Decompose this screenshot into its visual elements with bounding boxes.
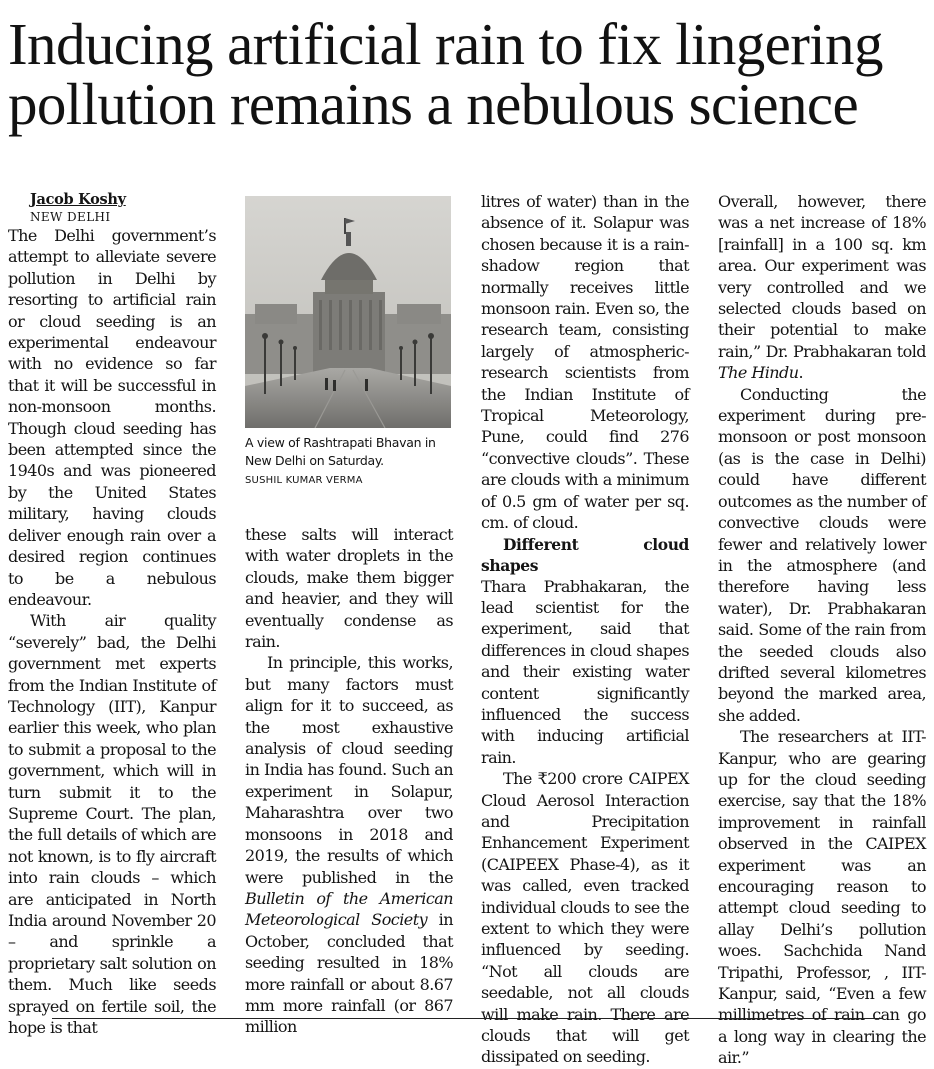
paragraph: The Delhi government’s attempt to alleviate severe pollution in Delhi by resorting to artificial rain or cloud seeding is an experimental endeavour with no evidence so far that it will be successful in non-monsoon months. Though cloud seeding has been attempted since the 1940s and was pioneered by the United States military, having clouds deliver enough rain over a desired region continues to be a nebulous endeavour. (8, 226, 216, 609)
paragraph-text: Overall, however, there was a net increase of 18% [rainfall] in a 100 sq. km area. Our experiment was very controlled and we selected clouds based on their potential to make rain,” Dr. Prabhakaran told (718, 192, 926, 361)
paragraph: these salts will interact with water droplets in the clouds, make them bigger and heavier, and they will eventually condense as rain. (245, 525, 453, 652)
byline-author: Jacob Koshy (30, 191, 126, 208)
bottom-rule (52, 1018, 882, 1019)
byline-dateline: NEW DELHI (30, 210, 111, 224)
photo-caption (245, 434, 459, 490)
paragraph-text: In principle, this works, but many factors must align for it to succeed, as the most exhaustive analysis of cloud seeding in India has found. Such an experiment in Solapur, Maharashtra over two monsoons in 2018 and 2019, the results of which were published in the (245, 653, 453, 887)
column-2 (245, 524, 453, 1038)
paragraph: litres of water) than in the absence of it. Solapur was chosen because it is a rain-shadow region that normally receives little monsoon rain. Even so, the research team, consisting largely of atmospheric-research scientists from the Indian Institute of Tropical Meteorology, Pune, could find 276 “convective clouds”. These are clouds with a minimum of 0.5 gm of water per sq. cm. of cloud. (481, 192, 689, 533)
headline: Inducing artificial rain to fix lingering pollution remains a nebulous science (8, 11, 883, 137)
photo-rashtrapati-bhavan (245, 196, 451, 428)
paragraph: Conducting the experiment during pre-monsoon or post monsoon (as is the case in Delhi) could have different outcomes as the number of convective clouds were fewer and relatively lower in the atmosphere (and therefore having less water), Dr. Prabhakaran said. Some of the rain from the seeded clouds also drifted several kilometres beyond the marked area, she added. (718, 384, 926, 725)
paragraph: The ₹200 crore CAIPEX Cloud Aerosol Interaction and Precipitation Enhancement Experiment (CAIPEEX Phase-4), as it was called, even tracked individual clouds to see the extent to which they were influenced by seeding. “Not all clouds are seedable, not all clouds will make rain. There are clouds that will get dissipated on seeding. (481, 769, 689, 1067)
column-3 (481, 191, 689, 1068)
paragraph: Thara Prabhakaran, the lead scientist for the experiment, said that differences in cloud shapes and their existing water content significantly influenced the success with inducing artificial rain. (481, 576, 689, 767)
column-1 (8, 191, 216, 1038)
paragraph-text: in October, concluded that seeding resulted in 18% more rainfall or about 8.67 mm more rainfall (or 867 million (245, 910, 453, 1037)
paragraph-text: . (798, 363, 804, 383)
paragraph (718, 191, 926, 384)
paragraph: With air quality “severely” bad, the Delhi government met experts from the Indian Institute of Technology (IIT), Kanpur earlier this week, who plan to submit a proposal to the government, which will in turn submit it to the Supreme Court. The plan, the full details of which are not known, is to fly aircraft into rain clouds – which are anticipated in North India around November 20 – and sprinkle a proprietary salt solution on them. Much like seeds sprayed on fertile soil, the hope is that (8, 611, 216, 1038)
column-4 (718, 191, 926, 1069)
paragraph: The researchers at IIT-Kanpur, who are gearing up for the cloud seeding exercise, say that the 18% improvement in rainfall observed in the CAIPEX experiment was an encouraging reason to attempt cloud seeding to allay Delhi’s pollution woes. Sachchida Nand Tripathi, Professor, , IIT-Kanpur, said, “Even a few millimetres of rain can go a long way in clearing the air.” (718, 727, 926, 1068)
photo-illustration (245, 196, 451, 428)
publication-name: The Hindu (718, 363, 799, 383)
caption-text: A view of Rashtrapati Bhavan in New Delhi on Saturday. (245, 435, 436, 468)
subheading: Different cloud shapes (481, 534, 689, 575)
journal-name: Bulletin of the American Meteorological Society (245, 888, 453, 930)
photo-credit: SUSHIL KUMAR VERMA (245, 475, 363, 486)
paragraph (245, 652, 453, 1037)
